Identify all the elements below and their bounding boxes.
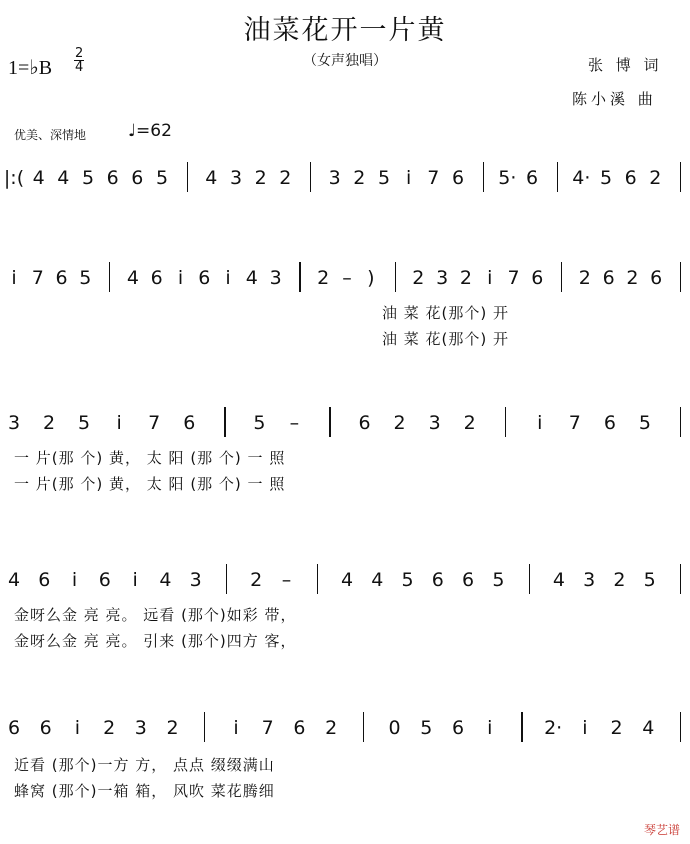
key-signature: 1=♭B xyxy=(8,57,53,79)
barline xyxy=(204,712,205,742)
note: i xyxy=(11,267,17,289)
barline xyxy=(483,162,484,192)
note: i xyxy=(233,717,239,739)
barline xyxy=(680,564,681,594)
note: |:( xyxy=(3,167,25,189)
note: 5 xyxy=(599,167,613,189)
note: 2 xyxy=(250,569,263,591)
note: 4 xyxy=(32,167,45,189)
note: 3 xyxy=(436,267,449,289)
barline xyxy=(395,262,396,292)
barline xyxy=(529,564,530,594)
note: 3 xyxy=(269,267,282,289)
barline xyxy=(680,262,681,292)
note: 4 xyxy=(371,569,384,591)
time-signature: 2 4 xyxy=(75,46,84,75)
barline xyxy=(317,564,318,594)
note: 7 xyxy=(31,267,44,289)
lyric-line: 近看 (那个)一方 方， 点点 缀缀满山 xyxy=(14,756,275,774)
note: 2 xyxy=(578,267,591,289)
note: 7 xyxy=(427,167,440,189)
note: 6 xyxy=(38,569,51,591)
note: 6 xyxy=(358,412,371,434)
note: 6 xyxy=(525,167,539,189)
note: 5 xyxy=(81,167,95,189)
note: 6 xyxy=(55,267,68,289)
note: 6 xyxy=(451,167,465,189)
note: 6 xyxy=(293,717,306,739)
note: 2 xyxy=(317,267,330,289)
note: 5 xyxy=(401,569,414,591)
note: 4 xyxy=(340,569,354,591)
note: 2 xyxy=(626,267,639,289)
note: 6 xyxy=(462,569,475,591)
note: i xyxy=(537,412,543,434)
note: 6 xyxy=(106,167,119,189)
note: 7 xyxy=(507,267,520,289)
barline xyxy=(521,712,522,742)
note: 6 xyxy=(602,267,615,289)
note: 2 xyxy=(43,412,56,434)
note: 6 xyxy=(98,569,111,591)
note: 4 xyxy=(245,267,258,289)
note: 2 xyxy=(610,717,623,739)
note: 7 xyxy=(568,412,581,434)
note: 4 xyxy=(57,167,70,189)
note: 3 xyxy=(189,569,202,591)
note: i xyxy=(74,717,81,739)
note: 6 xyxy=(451,717,465,739)
barline xyxy=(680,162,681,192)
note: 5 xyxy=(253,412,266,434)
note: 3 xyxy=(7,412,21,434)
barline xyxy=(329,407,330,437)
lyric-line: 油 菜 花(那个) 开 xyxy=(382,304,510,322)
note: 2 xyxy=(463,412,476,434)
lyric-line: 油 菜 花(那个) 开 xyxy=(382,330,510,348)
note: 6 xyxy=(603,412,616,434)
note: 2 xyxy=(649,167,662,189)
lyric-line: 金呀么金 亮 亮。 引来 (那个)四方 客， xyxy=(14,632,297,650)
note: 5 xyxy=(638,412,651,434)
note: 5 xyxy=(78,412,91,434)
expression-marking: 优美、深情地 xyxy=(14,128,87,142)
note: i xyxy=(487,267,493,289)
note: 2 xyxy=(459,267,472,289)
barline xyxy=(109,262,110,292)
tempo-marking: ♩=62 xyxy=(128,121,172,141)
lyric-line: 一 片(那 个) 黄， 太 阳 (那 个) 一 照 xyxy=(14,475,286,493)
score-title: 油菜花开一片黄 xyxy=(243,15,447,46)
note: 5 xyxy=(377,167,391,189)
note: 6 xyxy=(7,717,21,739)
note: 2 xyxy=(325,717,338,739)
lyricist-credit: 张 博 词 xyxy=(588,56,663,74)
note: 2 xyxy=(353,167,366,189)
note: 6 xyxy=(531,267,544,289)
note: 0 xyxy=(388,717,401,739)
note: 2· xyxy=(544,717,563,739)
lyric-line: 蜂窝 (那个)一箱 箱， 风吹 菜花腾细 xyxy=(14,782,275,800)
note: 2 xyxy=(279,167,292,189)
note: 6 xyxy=(131,167,144,189)
barline xyxy=(299,262,300,292)
lyric-line: 一 片(那 个) 黄， 太 阳 (那 个) 一 照 xyxy=(14,449,286,467)
barline xyxy=(224,407,225,437)
note: 2 xyxy=(166,717,179,739)
note: 4 xyxy=(126,267,139,289)
note: 6 xyxy=(150,267,163,289)
barline xyxy=(557,162,558,192)
note: 6 xyxy=(624,167,637,189)
note: 4 xyxy=(205,167,218,189)
barline xyxy=(187,162,188,192)
note: 5 xyxy=(643,569,656,591)
note: i xyxy=(132,569,138,591)
watermark-logo: 琴艺谱 xyxy=(643,823,680,837)
note: 2 xyxy=(393,412,406,434)
note: – xyxy=(281,569,292,591)
note: 3 xyxy=(428,412,441,434)
note: 7 xyxy=(148,412,161,434)
note: 3 xyxy=(229,167,243,189)
note: i xyxy=(71,569,78,591)
composer-credit: 陈小溪 曲 xyxy=(572,90,657,108)
barline xyxy=(561,262,562,292)
note: 2 xyxy=(103,717,116,739)
barline xyxy=(680,712,681,742)
note: ) xyxy=(367,267,375,289)
note: 5 xyxy=(492,569,505,591)
note: 6 xyxy=(431,569,444,591)
note: i xyxy=(116,412,122,434)
note: 4 xyxy=(7,569,21,591)
note: i xyxy=(225,267,231,289)
barline xyxy=(680,407,681,437)
note: 4 xyxy=(642,717,655,739)
note: 7 xyxy=(261,717,274,739)
barline xyxy=(363,712,364,742)
note: 5· xyxy=(498,167,517,189)
note: i xyxy=(406,167,412,189)
note: 4 xyxy=(159,569,172,591)
note: 5 xyxy=(79,267,92,289)
note: 3 xyxy=(583,569,596,591)
barline xyxy=(226,564,227,594)
note: 4· xyxy=(572,167,591,189)
note: i xyxy=(582,717,588,739)
note: 5 xyxy=(420,717,433,739)
note: i xyxy=(177,267,184,289)
note: – xyxy=(342,267,352,289)
score-subtitle: （女声独唱） xyxy=(303,53,387,69)
note: i xyxy=(487,717,493,739)
note: 6 xyxy=(198,267,211,289)
note: 2 xyxy=(613,569,626,591)
note: 5 xyxy=(155,167,169,189)
note: 6 xyxy=(183,412,196,434)
note: 4 xyxy=(552,569,565,591)
barline xyxy=(310,162,311,192)
note: – xyxy=(289,412,300,434)
note: 6 xyxy=(650,267,663,289)
barline xyxy=(505,407,506,437)
note: 2 xyxy=(254,167,267,189)
note: 3 xyxy=(328,167,341,189)
note: 3 xyxy=(134,717,147,739)
note: 6 xyxy=(39,717,52,739)
lyric-line: 金呀么金 亮 亮。 远看 (那个)如彩 带， xyxy=(14,606,297,624)
note: 2 xyxy=(412,267,425,289)
